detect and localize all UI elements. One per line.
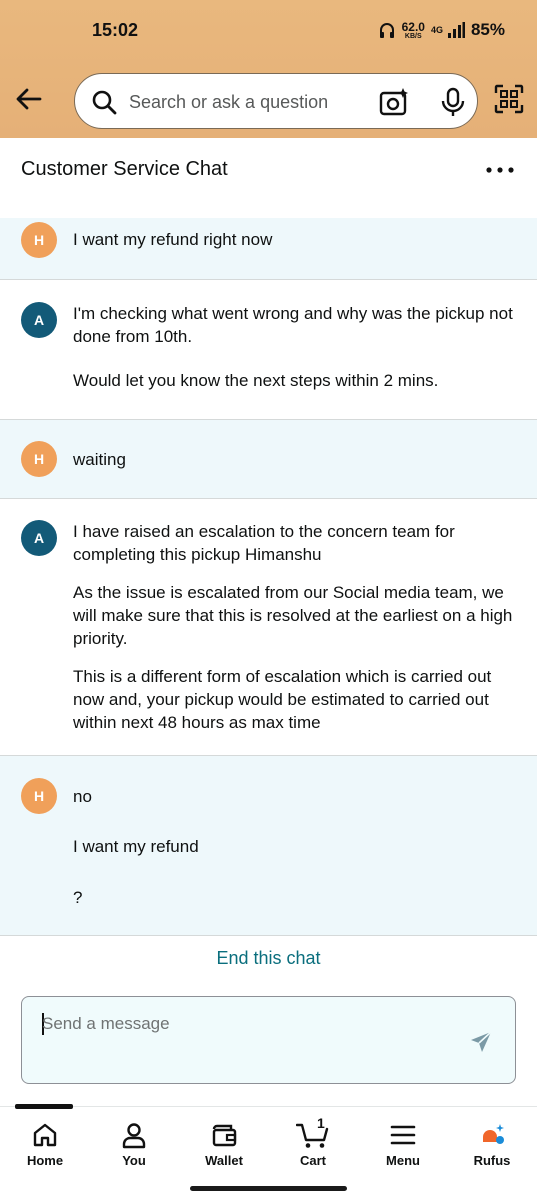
net-speed-value: 62.0 xyxy=(401,19,425,34)
nav-label: Home xyxy=(26,1153,64,1168)
search-bar[interactable] xyxy=(74,73,478,129)
message-text: Would let you know the next steps within 2 mins. xyxy=(73,371,439,390)
status-time: 15:02 xyxy=(92,20,139,40)
message-text: I want my refund xyxy=(73,837,199,856)
signal-icon xyxy=(447,21,465,39)
message-text: As the issue is escalated from our Social media team, we will make sure that this is resolved at the earliest on a high priority. xyxy=(73,583,513,648)
message-text: This is a different form of escalation which is carried out now and, your pickup would be estimated to carried out within next 48 hours as max time xyxy=(73,667,492,732)
more-options-icon[interactable] xyxy=(484,160,516,180)
network-type: 4G xyxy=(430,25,443,35)
chat-message-user xyxy=(0,756,537,936)
send-icon[interactable] xyxy=(468,1029,494,1055)
person-icon xyxy=(120,1121,148,1149)
message-text: I want my refund right now xyxy=(73,230,273,249)
message-text: I have raised an escalation to the concern team for completing this pickup Himanshu xyxy=(73,522,455,564)
chat-title: Customer Service Chat xyxy=(21,158,228,180)
qr-scan-icon[interactable] xyxy=(494,84,524,114)
rufus-icon xyxy=(478,1121,506,1149)
chat-message-user xyxy=(0,420,537,499)
nav-item-menu[interactable] xyxy=(363,1121,443,1168)
message-placeholder: Send a message xyxy=(42,1014,170,1033)
nav-item-rufus[interactable] xyxy=(452,1121,532,1168)
status-icons xyxy=(378,20,505,40)
search-input[interactable]: Search or ask a question xyxy=(129,92,329,112)
camera-lens-icon[interactable] xyxy=(379,87,409,117)
menu-icon xyxy=(389,1121,417,1149)
microphone-icon[interactable] xyxy=(439,87,467,117)
wallet-icon xyxy=(210,1121,238,1149)
cart-count: 1 xyxy=(317,1115,325,1131)
message-text: ? xyxy=(73,888,83,907)
end-chat-link[interactable]: End this chat xyxy=(216,948,321,968)
nav-label: Rufus xyxy=(473,1153,511,1168)
avatar-user: H xyxy=(21,778,57,814)
battery-level: 85% xyxy=(470,20,505,39)
nav-label: Wallet xyxy=(205,1153,243,1168)
message-text: waiting xyxy=(73,450,126,469)
nav-label: Cart xyxy=(299,1153,326,1168)
back-arrow-icon[interactable] xyxy=(14,84,44,114)
avatar-user: H xyxy=(21,441,57,477)
chat-message-user xyxy=(0,218,537,280)
nav-label: You xyxy=(122,1153,146,1168)
nav-item-home[interactable] xyxy=(5,1121,85,1168)
active-tab-indicator xyxy=(15,1104,73,1109)
chat-message-agent xyxy=(0,280,537,420)
nav-item-cart[interactable] xyxy=(273,1115,353,1168)
nav-label: Menu xyxy=(386,1153,420,1168)
message-input[interactable] xyxy=(21,996,516,1084)
message-text: I'm checking what went wrong and why was the pickup not done from 10th. xyxy=(73,304,513,346)
avatar-agent: A xyxy=(21,302,57,338)
net-speed xyxy=(402,21,425,40)
headphones-icon xyxy=(378,21,396,39)
nav-item-you[interactable] xyxy=(94,1121,174,1168)
message-text: no xyxy=(73,787,92,806)
net-speed-unit: KB/S xyxy=(404,32,422,40)
chat-header xyxy=(0,138,537,200)
search-icon xyxy=(91,89,117,115)
avatar-agent: A xyxy=(21,520,57,556)
home-icon xyxy=(31,1121,59,1149)
gesture-home-bar[interactable] xyxy=(190,1186,347,1191)
chat-messages[interactable] xyxy=(0,200,537,936)
chat-message-agent xyxy=(0,499,537,756)
nav-item-wallet[interactable] xyxy=(184,1121,264,1168)
avatar-user: H xyxy=(21,222,57,258)
app-header xyxy=(0,0,537,138)
